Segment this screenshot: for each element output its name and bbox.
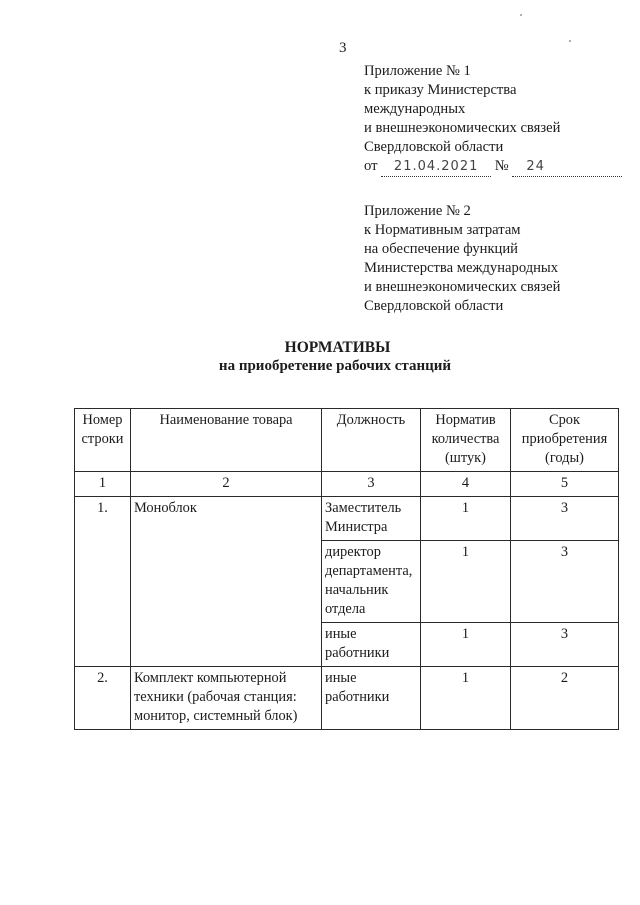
position-cell: иные работники xyxy=(322,667,421,730)
appendix-1-line: международных xyxy=(364,101,466,117)
position-cell: иные работники xyxy=(322,623,421,667)
appendix-2-line: Приложение № 2 xyxy=(364,203,471,219)
position-cell: Заместитель Министра xyxy=(322,497,421,541)
column-number: 3 xyxy=(322,472,421,497)
document-title xyxy=(0,338,640,376)
handwritten-order-number: 24 xyxy=(512,157,622,177)
row-number: 2. xyxy=(75,667,131,730)
term-cell: 3 xyxy=(511,623,619,667)
appendix-2-heading xyxy=(364,202,624,316)
appendix-2-line: и внешнеэкономических связей xyxy=(364,279,561,295)
appendix-1-line: Приложение № 1 xyxy=(364,63,471,79)
appendix-2-line: к Нормативным затратам xyxy=(364,222,521,238)
scan-speck xyxy=(520,14,522,16)
header-position: Должность xyxy=(322,409,421,472)
appendix-1-line: Свердловской области xyxy=(364,139,504,155)
column-number: 1 xyxy=(75,472,131,497)
header-item-name: Наименование товара xyxy=(131,409,322,472)
table-row xyxy=(75,667,619,730)
term-cell: 3 xyxy=(511,541,619,623)
header-quantity: Норматив количества (штук) xyxy=(421,409,511,472)
page-number: 3 xyxy=(339,40,347,56)
date-prefix: от xyxy=(364,158,378,174)
quantity-cell: 1 xyxy=(421,541,511,623)
item-name: Комплект компьютерной техники (рабочая станция: монитор, системный блок) xyxy=(131,667,322,730)
row-number: 1. xyxy=(75,497,131,667)
term-cell: 2 xyxy=(511,667,619,730)
table-row xyxy=(75,497,619,541)
quantity-cell: 1 xyxy=(421,667,511,730)
header-row-number: Номер строки xyxy=(75,409,131,472)
number-label: № xyxy=(494,158,509,174)
term-cell: 3 xyxy=(511,497,619,541)
position-cell: директор департамента, начальник отдела xyxy=(322,541,421,623)
header-term: Срок приобретения (годы) xyxy=(511,409,619,472)
item-name: Моноблок xyxy=(131,497,322,667)
appendix-1-line: и внешнеэкономических связей xyxy=(364,120,561,136)
order-date-number-line xyxy=(364,157,624,177)
column-number: 5 xyxy=(511,472,619,497)
title-main: НОРМАТИВЫ xyxy=(284,339,391,356)
appendix-1-line: к приказу Министерства xyxy=(364,82,517,98)
table-header-row xyxy=(75,409,619,472)
column-number: 2 xyxy=(131,472,322,497)
quantity-cell: 1 xyxy=(421,497,511,541)
quantity-cell: 1 xyxy=(421,623,511,667)
column-number: 4 xyxy=(421,472,511,497)
scan-speck xyxy=(569,40,571,42)
title-subtitle: на приобретение рабочих станций xyxy=(218,358,452,374)
appendix-2-line: на обеспечение функций xyxy=(364,241,518,257)
appendix-2-line: Министерства международных xyxy=(364,260,559,276)
handwritten-date: 21.04.2021 xyxy=(381,157,491,177)
appendix-2-line: Свердловской области xyxy=(364,298,504,314)
norms-table xyxy=(74,408,619,730)
appendix-1-heading xyxy=(364,62,624,177)
column-numbers-row xyxy=(75,472,619,497)
